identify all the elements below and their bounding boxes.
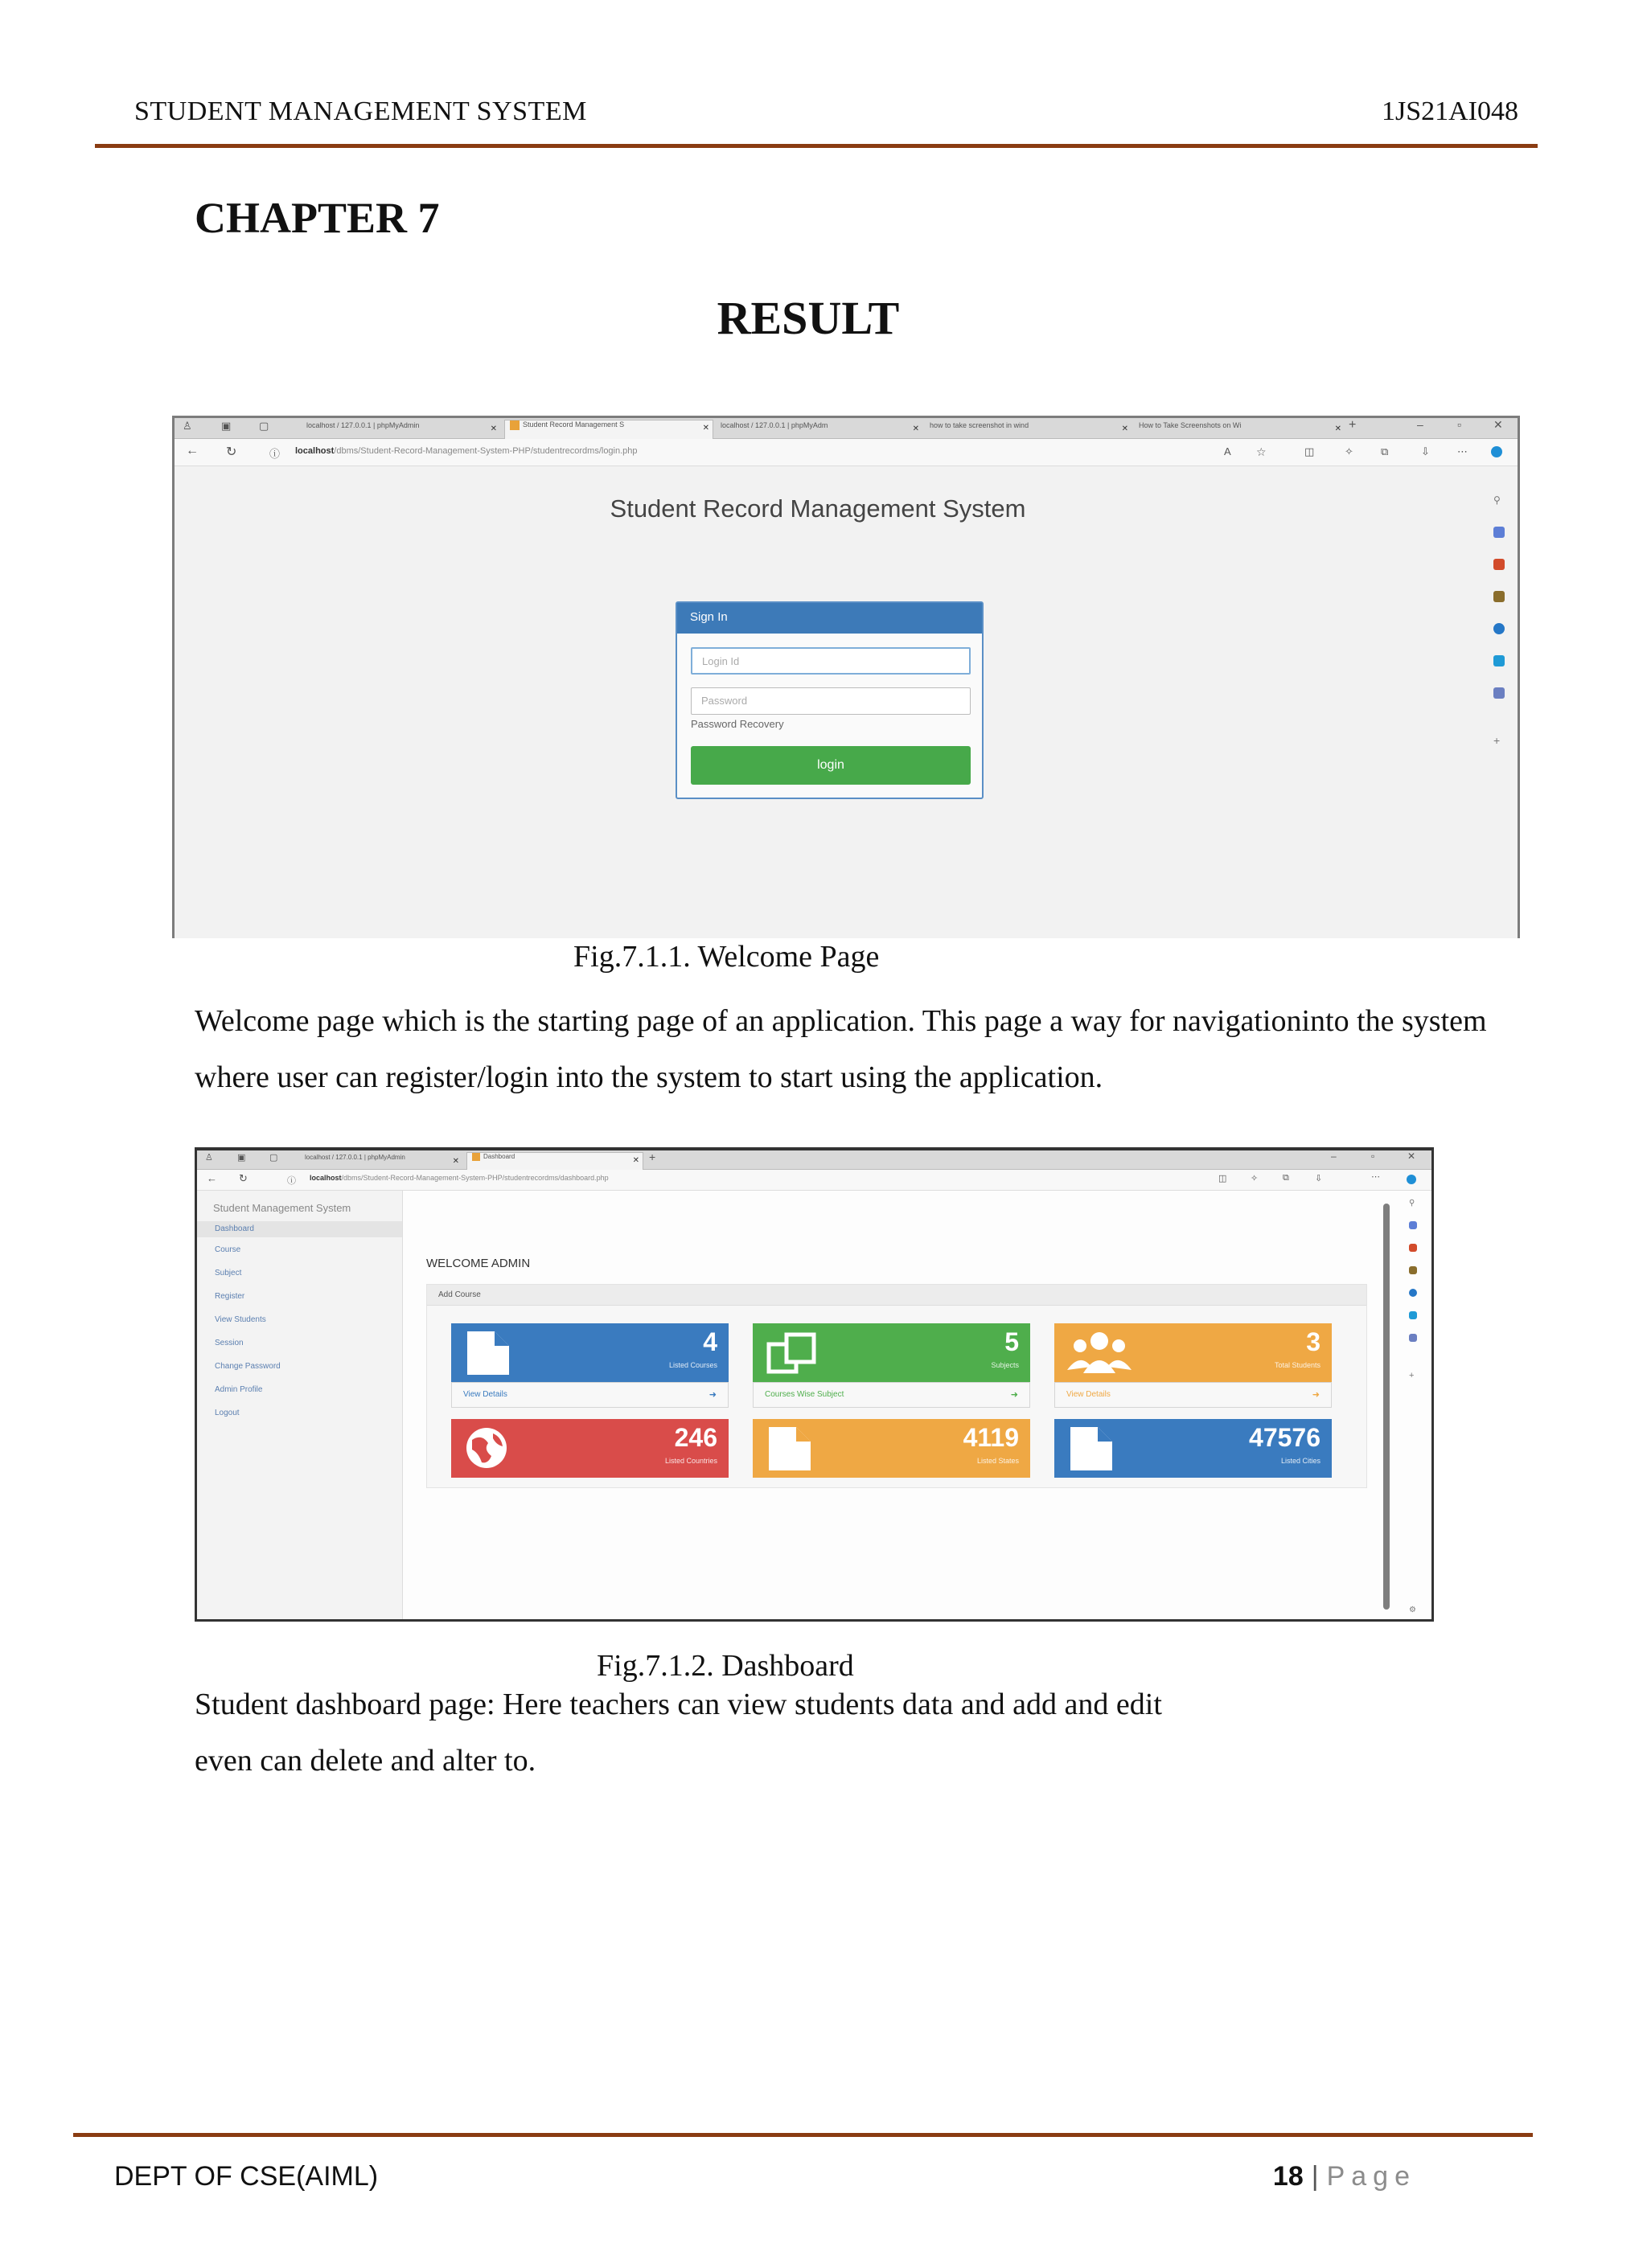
arrow-circle-icon: ➜ bbox=[1312, 1390, 1320, 1400]
users-icon bbox=[1067, 1330, 1132, 1376]
browser-address-bar bbox=[197, 1170, 1431, 1191]
tab-actions-icon: ▢ bbox=[269, 1153, 278, 1163]
sidebar-item-dashboard[interactable]: Dashboard bbox=[197, 1221, 402, 1237]
split-screen-icon[interactable]: ◫ bbox=[1304, 445, 1315, 457]
collections-toolbar-icon[interactable]: ⧉ bbox=[1283, 1173, 1289, 1183]
card-value: 3 bbox=[1306, 1327, 1320, 1356]
admin-sidebar bbox=[197, 1191, 403, 1622]
listed-cities-card bbox=[1054, 1419, 1332, 1478]
stats-panel bbox=[426, 1284, 1367, 1488]
sidebar-item-change-password[interactable]: Change Password bbox=[215, 1362, 281, 1371]
close-icon[interactable]: ✕ bbox=[1334, 424, 1341, 433]
sidebar-item-admin-profile[interactable]: Admin Profile bbox=[215, 1385, 263, 1394]
courses-wise-subject-link[interactable]: Courses Wise Subject ➜ bbox=[753, 1382, 1030, 1408]
close-icon[interactable]: ✕ bbox=[702, 424, 709, 433]
back-icon[interactable]: ← bbox=[186, 444, 199, 457]
window-close-icon[interactable]: ✕ bbox=[1493, 418, 1503, 431]
sidebar-title: Student Management System bbox=[213, 1202, 351, 1214]
favorite-star-icon[interactable]: ☆ bbox=[1256, 445, 1267, 458]
more-icon[interactable]: ⋯ bbox=[1371, 1172, 1380, 1182]
extensions-icon[interactable]: ✧ bbox=[1345, 445, 1353, 457]
browser-tab-bar bbox=[197, 1150, 1431, 1170]
browser-tab[interactable]: localhost / 127.0.0.1 | phpMyAdm ✕ bbox=[721, 421, 919, 433]
sidebar-item-register[interactable]: Register bbox=[215, 1292, 245, 1301]
sidebar-item-logout[interactable]: Logout bbox=[215, 1409, 240, 1417]
password-input[interactable]: Password bbox=[691, 687, 971, 715]
add-sidebar-icon[interactable]: + bbox=[1409, 1371, 1415, 1380]
listed-courses-card bbox=[451, 1323, 729, 1382]
copilot-icon[interactable] bbox=[1491, 446, 1502, 457]
running-header-id: 1JS21AI048 bbox=[1381, 96, 1518, 126]
page-scrollbar[interactable] bbox=[1383, 1204, 1390, 1610]
info-icon: ⓘ bbox=[287, 1176, 296, 1186]
footer-department: DEPT OF CSE(AIML) bbox=[114, 2161, 379, 2192]
paragraph-2-line-1: Student dashboard page: Here teachers can view students data and add and edit bbox=[195, 1688, 1162, 1721]
panel-title: Add Course bbox=[427, 1285, 1366, 1306]
minimize-icon[interactable]: – bbox=[1417, 418, 1423, 431]
browser-tab[interactable]: how to take screenshot in wind ✕ bbox=[930, 421, 1128, 433]
card-label: Total Students bbox=[1274, 1361, 1320, 1369]
collections-toolbar-icon[interactable]: ⧉ bbox=[1381, 445, 1389, 457]
shopping-icon[interactable] bbox=[1493, 527, 1505, 538]
downloads-icon[interactable]: ⇩ bbox=[1315, 1174, 1323, 1183]
sidebar-item-course[interactable]: Course bbox=[215, 1245, 241, 1254]
card-value: 4 bbox=[703, 1327, 717, 1356]
sign-in-panel bbox=[676, 601, 984, 799]
header-rule bbox=[95, 144, 1538, 148]
url-field[interactable]: localhost/dbms/Student-Record-Management-System-PHP/studentrecordms/dashboard.php bbox=[310, 1174, 609, 1182]
new-tab-icon[interactable]: + bbox=[1349, 418, 1357, 432]
search-icon[interactable]: ⚲ bbox=[1409, 1199, 1415, 1208]
page-number: 18 bbox=[1272, 2161, 1304, 2192]
collections-icon: ▣ bbox=[237, 1153, 246, 1163]
search-icon[interactable]: ⚲ bbox=[1493, 494, 1501, 506]
login-id-input[interactable]: Login Id bbox=[691, 647, 971, 675]
app-title: Student Record Management System bbox=[610, 494, 1026, 523]
profile-icon: ♙ bbox=[205, 1153, 213, 1163]
subjects-card bbox=[753, 1323, 1030, 1382]
browser-tab[interactable]: How to Take Screenshots on Wi ✕ bbox=[1139, 421, 1341, 433]
close-icon[interactable]: ✕ bbox=[490, 424, 497, 433]
card-value: 246 bbox=[674, 1423, 717, 1452]
drop-icon[interactable] bbox=[1493, 687, 1505, 699]
read-aloud-icon[interactable]: A bbox=[1224, 445, 1231, 457]
games-icon[interactable] bbox=[1493, 591, 1505, 602]
paragraph-2-line-2: even can delete and alter to. bbox=[195, 1744, 536, 1778]
welcome-page-screenshot bbox=[172, 416, 1520, 938]
section-title: RESULT bbox=[717, 292, 900, 344]
browser-address-bar bbox=[175, 439, 1518, 466]
window-close-icon[interactable]: ✕ bbox=[1407, 1150, 1416, 1162]
page-separator: | bbox=[1311, 2161, 1319, 2192]
split-screen-icon[interactable]: ◫ bbox=[1218, 1174, 1227, 1183]
outlook-icon[interactable] bbox=[1409, 1311, 1417, 1319]
page-word: Page bbox=[1326, 2161, 1416, 2192]
page-favicon-icon bbox=[510, 420, 520, 430]
browser-tab-active[interactable]: Student Record Management S ✕ bbox=[504, 420, 713, 439]
close-icon[interactable]: ✕ bbox=[1121, 424, 1128, 433]
paragraph-1: Welcome page which is the starting page of an application. This page a way for navigationinto the system where user can register/login into the system to start using the application. bbox=[195, 1004, 1487, 1094]
new-tab-icon[interactable]: + bbox=[649, 1150, 656, 1163]
outlook-icon[interactable] bbox=[1493, 655, 1505, 666]
card-value: 5 bbox=[1004, 1327, 1019, 1356]
extensions-icon[interactable]: ✧ bbox=[1251, 1174, 1259, 1183]
settings-icon[interactable]: ⚙ bbox=[1409, 1606, 1416, 1614]
card-label: Subjects bbox=[991, 1361, 1019, 1369]
tools-icon[interactable] bbox=[1493, 559, 1505, 570]
office-icon[interactable] bbox=[1409, 1289, 1417, 1297]
card-label: Listed Courses bbox=[668, 1361, 717, 1369]
minimize-icon[interactable]: – bbox=[1331, 1150, 1337, 1162]
total-students-card bbox=[1054, 1323, 1332, 1382]
close-icon[interactable]: ✕ bbox=[452, 1157, 459, 1166]
copy-files-icon bbox=[766, 1330, 822, 1376]
tab-actions-icon: ▢ bbox=[259, 420, 269, 432]
shopping-icon[interactable] bbox=[1409, 1221, 1417, 1229]
browser-sidebar-rail bbox=[1401, 1171, 1431, 1622]
close-icon[interactable]: ✕ bbox=[912, 424, 919, 433]
card-label: Listed Cities bbox=[1280, 1457, 1320, 1465]
password-recovery-link[interactable]: Password Recovery bbox=[691, 718, 784, 730]
file-icon bbox=[1067, 1425, 1115, 1472]
maximize-icon[interactable]: ▫ bbox=[1371, 1150, 1375, 1162]
sign-in-header: Sign In bbox=[677, 603, 982, 634]
login-button[interactable]: login bbox=[691, 746, 971, 785]
tools-icon[interactable] bbox=[1409, 1244, 1417, 1252]
refresh-icon[interactable]: ↻ bbox=[226, 445, 237, 459]
add-sidebar-icon[interactable]: + bbox=[1493, 734, 1501, 747]
figure-caption-1: Fig.7.1.1. Welcome Page bbox=[573, 940, 880, 974]
maximize-icon[interactable]: ▫ bbox=[1457, 418, 1461, 431]
sidebar-item-session[interactable]: Session bbox=[215, 1339, 244, 1347]
browser-tab-bar bbox=[175, 418, 1518, 439]
file-icon bbox=[766, 1425, 814, 1472]
sidebar-item-subject[interactable]: Subject bbox=[215, 1269, 242, 1278]
globe-icon bbox=[464, 1425, 512, 1472]
games-icon[interactable] bbox=[1409, 1266, 1417, 1274]
drop-icon[interactable] bbox=[1409, 1334, 1417, 1342]
close-icon[interactable]: ✕ bbox=[632, 1156, 639, 1165]
info-icon: ⓘ bbox=[269, 448, 281, 460]
card-label: Listed States bbox=[976, 1457, 1019, 1465]
browser-tab[interactable]: localhost / 127.0.0.1 | phpMyAdmin ✕ bbox=[306, 421, 497, 433]
card-label: Listed Countries bbox=[664, 1457, 717, 1465]
browser-tab[interactable]: localhost / 127.0.0.1 | phpMyAdmin ✕ bbox=[305, 1154, 459, 1166]
footer-rule bbox=[73, 2133, 1533, 2137]
arrow-circle-icon: ➜ bbox=[1010, 1390, 1018, 1400]
listed-states-card bbox=[753, 1419, 1030, 1478]
sidebar-item-view-students[interactable]: View Students bbox=[215, 1315, 266, 1324]
footer-page-number bbox=[1273, 2161, 1416, 2192]
arrow-circle-icon: ➜ bbox=[708, 1390, 717, 1400]
figure-caption-2: Fig.7.1.2. Dashboard bbox=[597, 1649, 854, 1683]
paragraph-2 bbox=[195, 1676, 1514, 1789]
more-icon[interactable]: ⋯ bbox=[1457, 445, 1468, 457]
running-header-title: STUDENT MANAGEMENT SYSTEM bbox=[134, 96, 587, 126]
chapter-heading: CHAPTER 7 bbox=[195, 194, 440, 242]
page-favicon-icon bbox=[472, 1153, 480, 1161]
office-icon[interactable] bbox=[1493, 623, 1505, 634]
back-icon[interactable]: ← bbox=[207, 1172, 217, 1184]
profile-icon: ♙ bbox=[183, 420, 192, 432]
file-icon bbox=[464, 1330, 512, 1376]
refresh-icon[interactable]: ↻ bbox=[239, 1172, 248, 1184]
listed-countries-card bbox=[451, 1419, 729, 1478]
url-field[interactable]: localhost/dbms/Student-Record-Management-System-PHP/studentrecordms/login.php bbox=[295, 446, 638, 456]
card-value: 47576 bbox=[1249, 1423, 1320, 1452]
dashboard-screenshot bbox=[195, 1147, 1434, 1622]
view-details-link[interactable]: View Details ➜ bbox=[1054, 1382, 1332, 1408]
downloads-icon[interactable]: ⇩ bbox=[1421, 445, 1430, 457]
collections-icon: ▣ bbox=[221, 420, 232, 432]
view-details-link[interactable]: View Details ➜ bbox=[451, 1382, 729, 1408]
welcome-heading: WELCOME ADMIN bbox=[426, 1257, 531, 1270]
browser-tab-active[interactable]: Dashboard ✕ bbox=[466, 1152, 643, 1171]
card-value: 4119 bbox=[963, 1423, 1019, 1452]
